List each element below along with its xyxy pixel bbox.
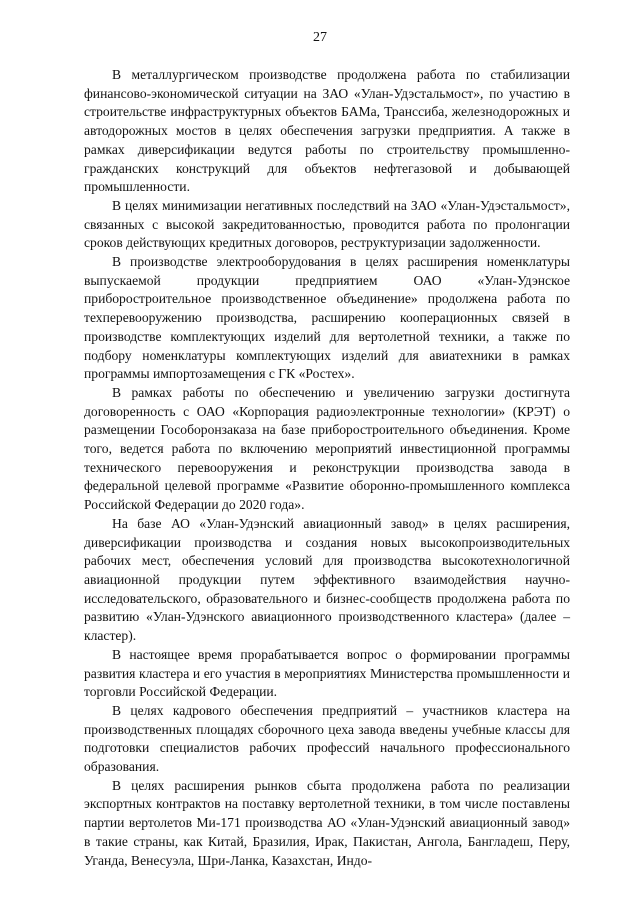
paragraph-metallurgy: В металлургическом производстве продолжена работа по стабилизации финансово-экономической ситуации на ЗАО «Улан-Удэстальмост», по участию в строительстве инфраструктурных объектов БАМа, Транссиба, железнодорожных и автодорожных мостов в целях обеспечения загрузки предприятия. А также в рамках диверсификации ведутся работы по строительству промышленно-гражданских конструкций для объектов нефтегазовой и добывающей промышленности. <box>84 67 570 195</box>
paragraph-staff-training: В целях кадрового обеспечения предприятий – участников кластера на производственных площадях сборочного цеха завода введены учебные классы для подготовки специалистов рабочих профессий начального профессионального образования. <box>84 702 570 775</box>
paragraph-export-contracts: В целях расширения рынков сбыта продолжена работа по реализации экспортных контрактов на поставку вертолетной техники, в том числе поставлены партии вертолетов Ми-171 производства АО «Улан-Удэнский авиационный завод» в такие страны, как Китай, Бразилия, Ирак, Пакистан, Ангола, Бангладеш, Перу, Уганда, Венесуэла, Шри-Ланка, Казахстан, Индо- <box>84 777 570 868</box>
paragraph-kret-agreement: В рамках работы по обеспечению и увеличению загрузки достигнута договоренность с ОАО «Корпорация радиоэлектронные технологии» (КРЭТ) о размещении Гособоронзаказа на базе приборостроительного объединения. Кроме того, ведется работа по включению мероприятий инвестиционной программы технического перевооружения и реконструкции производства завода в федеральной целевой программе «Развитие оборонно-промышленного комплекса Российской Федерации до 2020 года». <box>84 384 570 513</box>
paragraph-cluster-program: В настоящее время прорабатывается вопрос о формировании программы развития кластера и его участия в мероприятиях Министерства промышленности и торговли Российской Федерации. <box>84 646 570 700</box>
page-number: 27 <box>313 30 327 45</box>
paragraph-debt-restructuring: В целях минимизации негативных последствий на ЗАО «Улан-Удэстальмост», связанных с высокой закредитованностью, проводится работа по пролонгации сроков действующих кредитных договоров, реструктуризации задолженности. <box>84 197 570 251</box>
paragraph-electrical-equipment: В производстве электрооборудования в целях расширения номенклатуры выпускаемой продукции предприятием ОАО «Улан-Удэнское приборостроительное производственное объединение» продолжена работа по техперевооружению производства, расширению кооперационных связей в производстве комплектующих изделий для вертолетной техники, а также по подбору номенклатуры комплектующих изделий для авиатехники в рамках программы импортозамещения с ГК «Ростех». <box>84 254 570 382</box>
text-body <box>84 66 570 870</box>
paragraph-aviation-cluster: На базе АО «Улан-Удэнский авиационный завод» в целях расширения, диверсификации производства и создания новых высокопроизводительных рабочих мест, обеспечения условий для производства высокотехнологичной авиационной продукции путем эффективного взаимодействия научно-исследовательского, образовательного и бизнес-сообществ продолжена работа по развитию «Улан-Удэнского авиационного производственного кластера» (далее – кластер). <box>84 515 570 644</box>
